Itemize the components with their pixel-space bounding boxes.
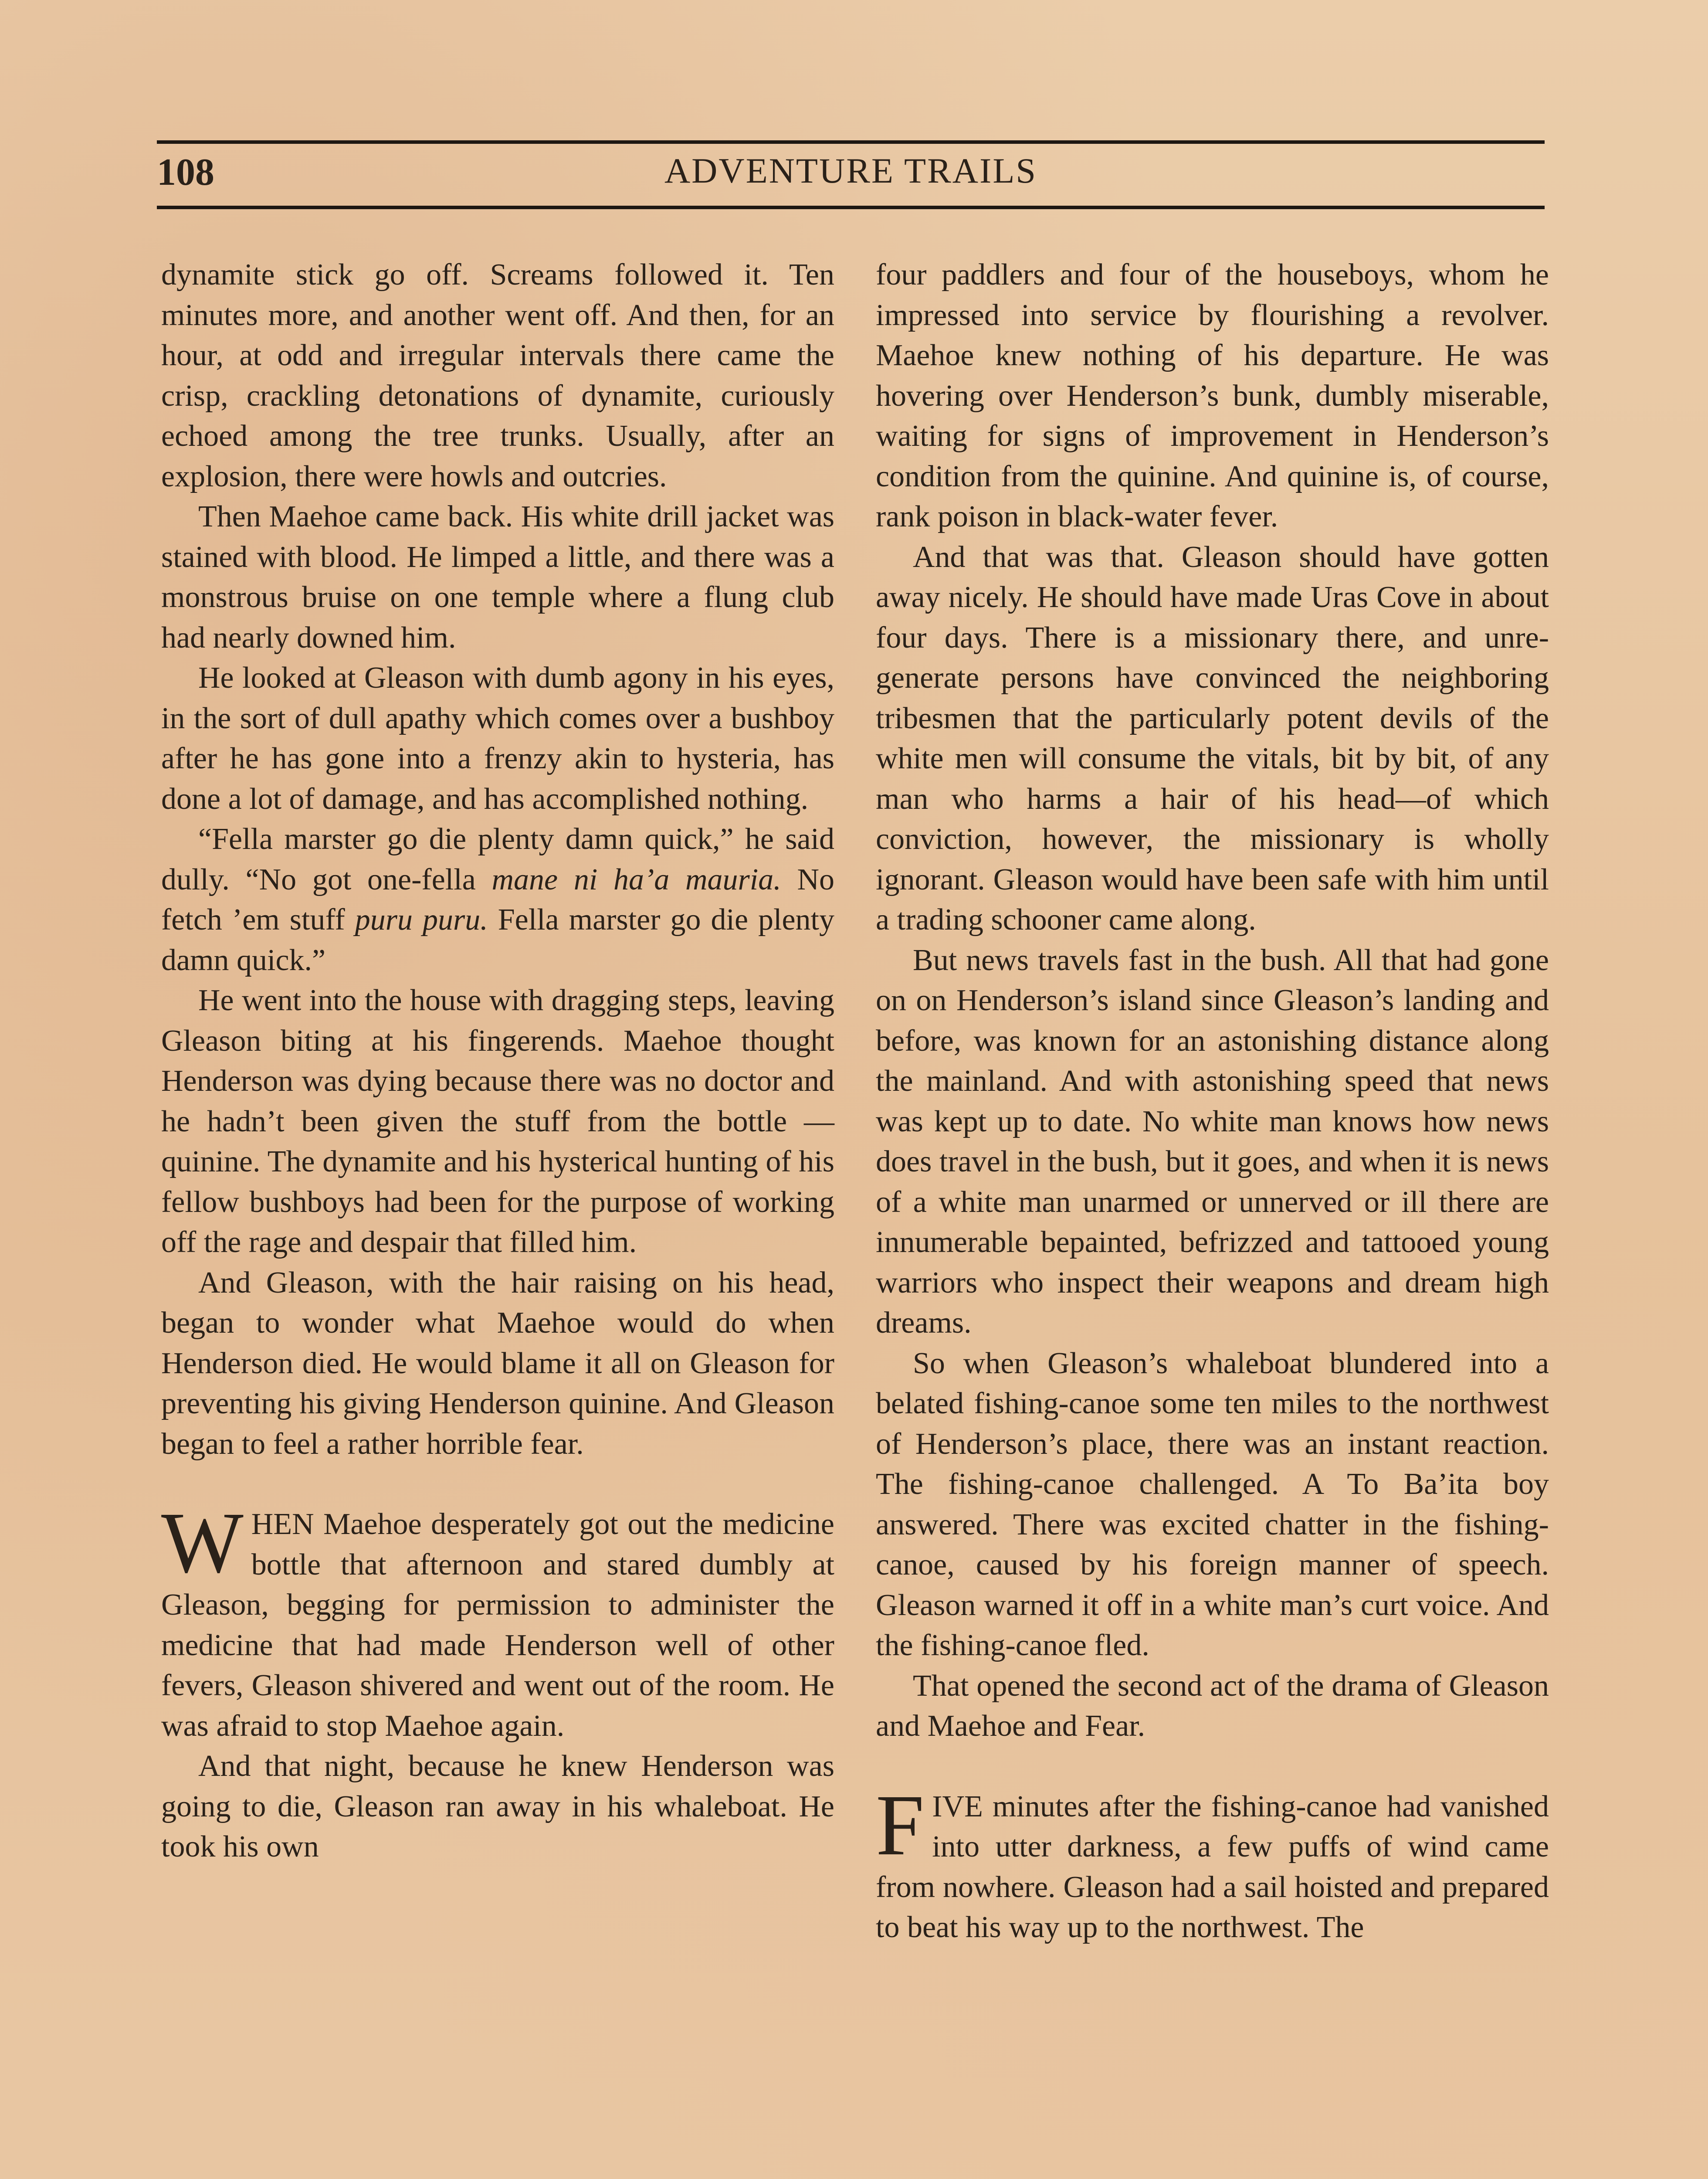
drop-cap: W bbox=[161, 1495, 244, 1591]
dialogue-text: “Fella marster go die plenty damn quick,” he said dully. “No got one-fella bbox=[161, 822, 834, 896]
section-opening-paragraph bbox=[161, 1495, 834, 1746]
dialogue-text: Fella marster go die plenty damn quick.” bbox=[161, 903, 834, 977]
right-column bbox=[876, 255, 1549, 1948]
paragraph: dynamite stick go off. Screams followed it. Ten minutes more, and another went off. And then, for an hour, at odd and irregular intervals there came the crisp, crackling detonations of dynamite, curiously echoed among the tree trunks. Usually, after an explosion, there were howls and outcries. bbox=[161, 258, 834, 493]
page-header bbox=[157, 150, 1545, 203]
paragraph: He looked at Gleason with dumb agony in his eyes, in the sort of dull apathy which comes over a bushboy after he has gone into a frenzy akin to hysteria, has done a lot of damage, and has accomplished nothing. bbox=[161, 661, 834, 816]
page-number: 108 bbox=[157, 151, 214, 193]
paragraph: Then Maehoe came back. His white drill jacket was stained with blood. He limped a little, and there was a monstrous bruise on one temple where a flung club had nearly downed him. bbox=[161, 500, 834, 655]
native-phrase: mane ni ha’a mauria. bbox=[491, 862, 781, 896]
paragraph: four paddlers and four of the houseboys, whom he impressed into service by flourishing a revolver. Maehoe knew nothing of his departure. He was hovering over Henderson’s bunk, dumbly miserable, waiting for signs of improvement in Henderson’s condition from the quinine. And quinine is, of course, rank poison in black-water fever. bbox=[876, 258, 1549, 533]
header-rule-top bbox=[157, 140, 1545, 144]
paragraph: He went into the house with dragging steps, leaving Gleason biting at his fingerends. Maehoe thought Henderson was dying because there was no doctor and he hadn’t been given the stuff from the bottle —quinine. The dynamite and his hysterical hunting of his fellow bushboys had been for the purpose of working off the rage and despair that filled him. bbox=[161, 984, 834, 1259]
left-column bbox=[161, 255, 834, 1867]
paragraph: That opened the second act of the drama of Gleason and Maehoe and Fear. bbox=[876, 1669, 1549, 1743]
native-phrase: puru puru. bbox=[355, 903, 488, 937]
section-opening-paragraph bbox=[876, 1777, 1549, 1948]
paragraph: And Gleason, with the hair raising on his head, began to wonder what Maehoe would do when Henderson died. He would blame it all on Gleason for preventing his giving Henderson quinine. And Gleason began to feel a rather horrible fear. bbox=[161, 1266, 834, 1461]
paragraph: So when Gleason’s whaleboat blundered into a belated fishing-canoe some ten miles to the northwest of Henderson’s place, there was an instant reaction. The fishing-canoe challenged. A To Ba’ita boy answered. There was excited chatter in the fishing-canoe, caused by his foreign manner of speech. Gleason warned it off in a white man’s curt voice. And the fishing-canoe fled. bbox=[876, 1346, 1549, 1662]
paragraph: And that was that. Gleason should have gotten away nicely. He should have made Uras Cove in about four days. There is a missionary there, and unregenerate persons have convinced the neighboring tribesmen that the particularly potent devils of the white men will consume the vitals, bit by bit, of any man who harms a hair of his head—of which conviction, however, the missionary is wholly ignorant. Gleason would have been safe with him until a trading schooner came along. bbox=[876, 540, 1549, 937]
running-title: ADVENTURE TRAILS bbox=[664, 151, 1037, 190]
paragraph-text: HEN Maehoe desperately got out the medicine bottle that afternoon and stared dumbly at Gleason, begging for permission to administer the medicine that had made Henderson well of other fevers, Gleason shivered and went out of the room. He was afraid to stop Maehoe again. bbox=[161, 1507, 834, 1743]
paragraph-text: IVE minutes after the fishing-canoe had vanished into utter darkness, a few puffs of wind came from nowhere. Gleason had a sail hoisted and prepared to beat his way up to the northwest. The bbox=[876, 1789, 1549, 1944]
paragraph: But news travels fast in the bush. All that had gone on on Henderson’s island since Gleason’s landing and before, was known for an astonishing distance along the mainland. And with astonishing speed that news was kept up to date. No white man knows how news does travel in the bush, but it goes, and when it is news of a white man unarmed or unnerved or ill there are innumerable bepainted, befrizzed and tattooed young warriors who inspect their weapons and dream high dreams. bbox=[876, 943, 1549, 1340]
dialogue-text: No fetch ’em stuff bbox=[161, 862, 834, 937]
drop-cap: F bbox=[876, 1777, 925, 1874]
paragraph-dialogue bbox=[161, 819, 834, 981]
header-rule-bottom bbox=[157, 206, 1545, 209]
paragraph: And that night, because he knew Henderson was going to die, Gleason ran away in his whaleboat. He took his own bbox=[161, 1749, 834, 1863]
